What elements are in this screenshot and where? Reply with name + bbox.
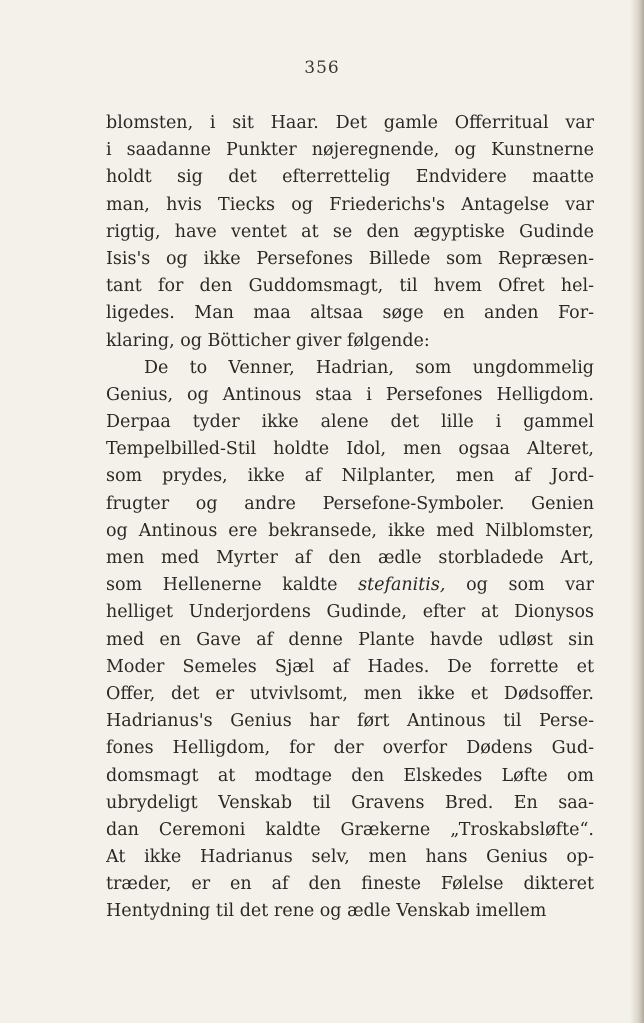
text-span: som Hellenerne kaldte — [106, 575, 338, 596]
text-line: frugter og andre Persefone-Symboler. Genien — [106, 493, 594, 514]
text-line-with-italic — [106, 572, 594, 599]
text-line: holdt sig det efterrettelig Endvidere maatte — [106, 167, 594, 188]
text-line: blomsten, i sit Haar. Det gamle Offerritual var — [106, 113, 594, 133]
text-line: At ikke Hadrianus selv, men hans Genius op- — [106, 847, 594, 868]
page-edge-shadow — [630, 0, 644, 1023]
text-line: og Antinous ere bekransede, ikke med Nilblomster, — [106, 520, 594, 541]
text-line: Hentydning til det rene og ædle Venskab imellem — [106, 901, 547, 922]
text-line: fones Helligdom, for der overfor Dødens Gud- — [106, 738, 594, 759]
text-line: som prydes, ikke af Nilplanter, men af Jord- — [106, 466, 594, 487]
text-line: med en Gave af denne Plante havde udløst sin — [106, 629, 594, 650]
text-line: dan Ceremoni kaldte Grækerne „Troskabsløfte“. — [106, 819, 594, 840]
text-span: og som var — [466, 575, 594, 596]
text-line: man, hvis Tiecks og Friederichs's Antagelse var — [106, 194, 594, 215]
text-line: helliget Underjordens Gudinde, efter at Dionysos — [106, 602, 594, 623]
page-number: 356 — [304, 58, 340, 78]
text-line: rigtig, have ventet at se den ægyptiske Gudinde — [106, 221, 594, 242]
text-line: Tempelbilled-Stil holdte Idol, men ogsaa Alteret, — [106, 439, 594, 460]
text-line: Offer, det er utvivlsomt, men ikke et Dødsoffer. — [106, 683, 594, 704]
text-line: klaring, og Bötticher giver følgende: — [106, 330, 430, 351]
text-line: tant for den Guddomsmagt, til hvem Ofret hel- — [106, 276, 594, 297]
italic-term: stefanitis, — [358, 575, 446, 596]
body-text — [106, 110, 594, 926]
text-line: ligedes. Man maa altsaa søge en anden For- — [106, 303, 594, 324]
text-line: Isis's og ikke Persefones Billede som Repræsen- — [106, 248, 594, 269]
text-line: ubrydeligt Venskab til Gravens Bred. En saa- — [106, 792, 594, 813]
text-line: domsmagt at modtage den Elskedes Løfte om — [106, 765, 594, 786]
text-line-paragraph-start: De to Venner, Hadrian, som ungdommelig — [144, 357, 594, 378]
text-line: Moder Semeles Sjæl af Hades. De forrette et — [106, 656, 594, 677]
text-line: Genius, og Antinous staa i Persefones Helligdom. — [106, 384, 594, 405]
text-line: Derpaa tyder ikke alene det lille i gammel — [106, 412, 594, 433]
text-line: men med Myrter af den ædle storbladede Art, — [106, 548, 594, 568]
text-line: træder, er en af den fineste Følelse dikteret — [106, 874, 594, 895]
text-line: Hadrianus's Genius har ført Antinous til Perse- — [106, 711, 594, 732]
text-line: i saadanne Punkter nøjeregnende, og Kunstnerne — [106, 140, 594, 161]
